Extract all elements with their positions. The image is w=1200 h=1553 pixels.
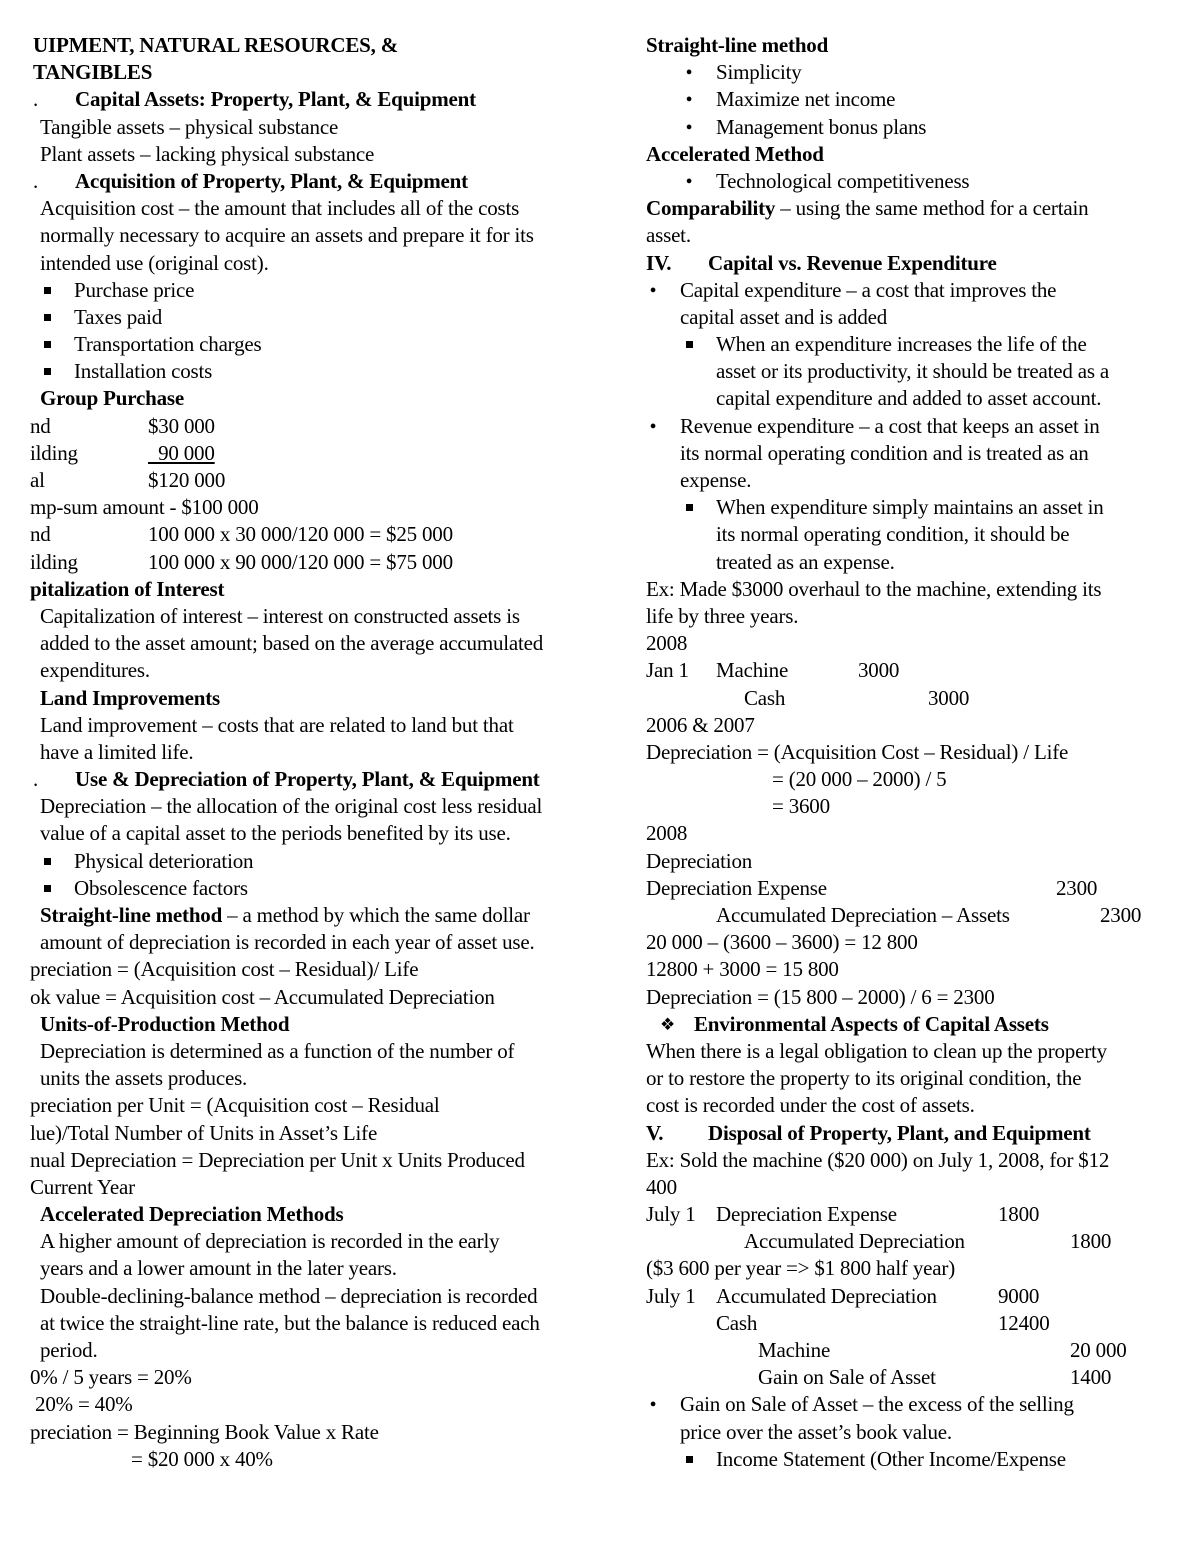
- right-line: [646, 1120, 1200, 1147]
- round-bullet-icon: ●: [685, 93, 693, 106]
- left-line: [0, 685, 640, 712]
- left-column: [0, 32, 640, 1473]
- square-bullet-icon: [44, 287, 51, 294]
- text: Group Purchase: [40, 386, 185, 411]
- square-bullet-icon: [44, 341, 51, 348]
- text: Capital expenditure – a cost that improves the: [680, 277, 1057, 302]
- text: Units-of-Production Method: [40, 1011, 290, 1036]
- text: amount of depreciation is recorded in each year of asset use.: [40, 930, 535, 955]
- left-line: [0, 141, 640, 168]
- text: Tangible assets – physical substance: [40, 114, 339, 139]
- left-line: [0, 277, 640, 304]
- left-line: [0, 222, 640, 249]
- text: Accumulated Depreciation: [744, 1229, 965, 1254]
- text: 2008: [646, 631, 688, 656]
- right-line: [646, 331, 1200, 358]
- amount: 1800: [1070, 1229, 1112, 1254]
- text: Depreciation: [646, 848, 753, 873]
- text: = 3600: [772, 794, 830, 819]
- left-line: [0, 413, 640, 440]
- left-line: [0, 250, 640, 277]
- text: Machine: [758, 1338, 831, 1362]
- right-line: [646, 358, 1200, 385]
- left-line: [0, 630, 640, 657]
- right-line: [646, 984, 1200, 1011]
- right-line: [646, 712, 1200, 739]
- text: intended use (original cost).: [40, 250, 269, 275]
- left-line: [0, 1120, 640, 1147]
- amount: 2300: [1056, 875, 1098, 900]
- text: Depreciation is determined as a function of the number of: [40, 1038, 515, 1063]
- right-line: [646, 1310, 1200, 1337]
- right-line: [646, 793, 1200, 820]
- right-line: [646, 141, 1200, 168]
- text: capital asset and is added: [680, 304, 888, 329]
- text: normally necessary to acquire an assets and prepare it for its: [40, 223, 534, 248]
- round-bullet-icon: ●: [649, 1398, 657, 1411]
- right-line: [646, 59, 1200, 86]
- left-line: [0, 440, 640, 467]
- left-line: [0, 712, 640, 739]
- left-line: [0, 793, 640, 820]
- right-line: [646, 385, 1200, 412]
- right-line: [646, 86, 1200, 113]
- left-line: [0, 1092, 640, 1119]
- text: Current Year: [30, 1174, 135, 1199]
- text: at twice the straight-line rate, but the balance is reduced each: [40, 1310, 540, 1335]
- section-heading: Acquisition of Property, Plant, & Equipment: [75, 168, 468, 193]
- right-line: [646, 848, 1200, 875]
- left-line: [0, 1065, 640, 1092]
- left-line: [0, 385, 640, 412]
- left-line: [0, 984, 640, 1011]
- right-line: [646, 657, 1200, 684]
- text: .: [33, 168, 39, 193]
- text: Plant assets – lacking physical substance: [40, 141, 375, 166]
- right-line: [646, 1038, 1200, 1065]
- amount: 20 000: [1070, 1338, 1127, 1362]
- text: Acquisition cost – the amount that includes all of the costs: [40, 196, 520, 221]
- text: TANGIBLES: [33, 60, 153, 85]
- square-bullet-icon: [686, 341, 693, 348]
- text: nd: [30, 522, 51, 547]
- text: Disposal of Property, Plant, and Equipment: [708, 1120, 1091, 1145]
- text: Double-declining-balance method – depreciation is recorded: [40, 1283, 538, 1308]
- right-line: [646, 1011, 1200, 1038]
- text: added to the asset amount; based on the average accumulated: [40, 631, 544, 656]
- amount: 1400: [1070, 1365, 1112, 1390]
- text: 20 000 – (3600 – 3600) = 12 800: [646, 930, 918, 955]
- right-line: [646, 739, 1200, 766]
- left-line: [0, 875, 640, 902]
- text: Technological competitiveness: [716, 168, 970, 193]
- right-line: [646, 277, 1200, 304]
- text: period.: [40, 1338, 98, 1362]
- right-line: [646, 820, 1200, 847]
- text: price over the asset’s book value.: [680, 1419, 952, 1444]
- inline-text: [40, 902, 530, 929]
- square-bullet-icon: [44, 314, 51, 321]
- text: nd: [30, 413, 51, 438]
- right-line: [646, 576, 1200, 603]
- round-bullet-icon: ●: [649, 419, 657, 432]
- left-line: [0, 929, 640, 956]
- round-bullet-icon: ●: [685, 174, 693, 187]
- right-line: [646, 32, 1200, 59]
- right-line: [646, 549, 1200, 576]
- left-line: [0, 1011, 640, 1038]
- right-line: [646, 1201, 1200, 1228]
- text: Cash: [744, 685, 786, 710]
- text: years and a lower amount in the later years.: [40, 1256, 397, 1281]
- right-line: [646, 766, 1200, 793]
- text: asset.: [646, 223, 691, 248]
- text: Management bonus plans: [716, 114, 927, 139]
- right-line: [646, 494, 1200, 521]
- right-line: [646, 114, 1200, 141]
- term: Straight-line method: [40, 903, 223, 927]
- left-line: [0, 494, 640, 521]
- definition: – a method by which the same dollar: [222, 903, 530, 927]
- text: Maximize net income: [716, 87, 896, 112]
- right-line: [646, 1337, 1200, 1364]
- amount: 3000: [858, 658, 900, 683]
- text: $120 000: [148, 468, 226, 492]
- text: have a limited life.: [40, 739, 194, 764]
- right-line: [646, 603, 1200, 630]
- text: Straight-line method: [646, 33, 829, 57]
- section-heading: Use & Depreciation of Property, Plant, & Equipment: [75, 767, 540, 792]
- left-line: [0, 1419, 640, 1446]
- text: = (20 000 – 2000) / 5: [772, 767, 947, 792]
- text: Depreciation Expense: [716, 1202, 897, 1227]
- text: asset or its productivity, it should be treated as a: [716, 359, 1109, 384]
- text: When an expenditure increases the life of the: [716, 332, 1087, 357]
- left-line: [0, 739, 640, 766]
- square-bullet-icon: [686, 504, 693, 511]
- text: preciation = Beginning Book Value x Rate: [30, 1419, 379, 1444]
- right-line: [646, 1364, 1200, 1391]
- left-line: [0, 549, 640, 576]
- left-line: [0, 331, 640, 358]
- square-bullet-icon: [686, 1456, 693, 1463]
- left-line: [0, 1174, 640, 1201]
- text: Simplicity: [716, 60, 802, 85]
- left-line: [0, 603, 640, 630]
- text: Taxes paid: [74, 304, 163, 329]
- right-line: [646, 168, 1200, 195]
- text: $30 000: [148, 413, 215, 438]
- text: units the assets produces.: [40, 1066, 248, 1091]
- text: 400: [646, 1174, 677, 1199]
- left-line: [0, 1391, 640, 1418]
- text: Revenue expenditure – a cost that keeps an asset in: [680, 413, 1100, 438]
- left-line: [0, 1201, 640, 1228]
- text: 100 000 x 30 000/120 000 = $25 000: [148, 522, 453, 547]
- left-line: [0, 168, 640, 195]
- amount: 1800: [998, 1202, 1040, 1227]
- right-line: [646, 685, 1200, 712]
- text: Jan 1: [646, 658, 689, 683]
- text: Machine: [716, 658, 789, 683]
- left-line: [0, 1310, 640, 1337]
- square-bullet-icon: [44, 368, 51, 375]
- right-line: [646, 902, 1200, 929]
- left-line: [0, 1228, 640, 1255]
- diamond-bullet-icon: ❖: [660, 1014, 676, 1034]
- right-line: [646, 195, 1200, 222]
- text: Gain on Sale of Asset – the excess of the selling: [680, 1392, 1074, 1417]
- text: Ex: Made $3000 overhaul to the machine, extending its: [646, 576, 1102, 601]
- text: expense.: [680, 468, 752, 492]
- text: IV.: [646, 250, 672, 275]
- text: Accelerated Depreciation Methods: [40, 1202, 344, 1227]
- text: ilding: [30, 549, 78, 574]
- text: Transportation charges: [74, 332, 262, 357]
- text: Accelerated Method: [646, 141, 824, 166]
- round-bullet-icon: ●: [685, 66, 693, 79]
- right-line: [646, 1391, 1200, 1418]
- term: Comparability: [646, 196, 776, 221]
- left-line: [0, 820, 640, 847]
- section-heading: Capital Assets: Property, Plant, & Equipment: [75, 87, 476, 112]
- text: its normal operating condition, it should be: [716, 522, 1070, 547]
- right-line: [646, 1174, 1200, 1201]
- text: ($3 600 per year => $1 800 half year): [646, 1256, 956, 1281]
- left-line: [0, 86, 640, 113]
- right-line: [646, 875, 1200, 902]
- text: Accumulated Depreciation: [716, 1283, 937, 1308]
- text: or to restore the property to its original condition, the: [646, 1066, 1082, 1091]
- right-line: [646, 413, 1200, 440]
- text: Ex: Sold the machine ($20 000) on July 1, 2008, for $12: [646, 1147, 1110, 1172]
- left-line: [0, 32, 640, 59]
- text: A higher amount of depreciation is recorded in the early: [40, 1229, 500, 1254]
- right-line: [646, 1065, 1200, 1092]
- right-line: [646, 956, 1200, 983]
- text: preciation = (Acquisition cost – Residual)/ Life: [30, 957, 419, 982]
- text: Purchase price: [74, 277, 195, 302]
- left-line: [0, 1337, 640, 1364]
- text: Cash: [716, 1310, 758, 1335]
- right-line: [646, 1419, 1200, 1446]
- text: Capitalization of interest – interest on constructed assets is: [40, 603, 520, 628]
- text: 90 000: [148, 440, 215, 465]
- right-column: [646, 32, 1200, 1473]
- text: UIPMENT, NATURAL RESOURCES, &: [33, 33, 399, 57]
- text: 2006 & 2007: [646, 712, 755, 737]
- text: Depreciation – the allocation of the original cost less residual: [40, 794, 543, 819]
- definition: – using the same method for a certain: [775, 196, 1089, 221]
- text: When expenditure simply maintains an asset in: [716, 495, 1104, 520]
- left-line: [0, 848, 640, 875]
- text: ok value = Acquisition cost – Accumulated Depreciation: [30, 984, 495, 1009]
- left-line: [0, 304, 640, 331]
- text: lue)/Total Number of Units in Asset’s Life: [30, 1120, 378, 1145]
- text: Capital vs. Revenue Expenditure: [708, 250, 997, 275]
- square-bullet-icon: [44, 858, 51, 865]
- left-line: [0, 195, 640, 222]
- right-line: [646, 304, 1200, 331]
- text: preciation per Unit = (Acquisition cost – Residual: [30, 1093, 440, 1118]
- text: life by three years.: [646, 603, 799, 628]
- left-line: [0, 956, 640, 983]
- right-line: [646, 521, 1200, 548]
- right-line: [646, 929, 1200, 956]
- text: When there is a legal obligation to clean up the property: [646, 1038, 1107, 1063]
- text: July 1: [646, 1283, 696, 1308]
- text: 12800 + 3000 = 15 800: [646, 957, 839, 982]
- text: July 1: [646, 1202, 696, 1227]
- text: Depreciation Expense: [646, 875, 827, 900]
- text: Depreciation = (15 800 – 2000) / 6 = 2300: [646, 984, 995, 1009]
- left-line: [0, 902, 640, 929]
- right-line: [646, 1283, 1200, 1310]
- right-line: [646, 1228, 1200, 1255]
- amount: 9000: [998, 1283, 1040, 1308]
- inline-text: [646, 195, 1088, 222]
- text: cost is recorded under the cost of assets.: [646, 1093, 975, 1118]
- left-line: [0, 1446, 640, 1473]
- right-line: [646, 222, 1200, 249]
- text: V.: [646, 1120, 664, 1145]
- text: 20% = 40%: [30, 1392, 133, 1417]
- text: nual Depreciation = Depreciation per Unit x Units Produced: [30, 1147, 525, 1172]
- text: mp-sum amount - $100 000: [30, 495, 259, 520]
- text: Physical deterioration: [74, 848, 254, 873]
- text: Accumulated Depreciation – Assets: [716, 903, 1010, 927]
- text: value of a capital asset to the periods benefited by its use.: [40, 821, 511, 846]
- right-line: [646, 250, 1200, 277]
- right-line: [646, 1092, 1200, 1119]
- text: Environmental Aspects of Capital Assets: [694, 1011, 1049, 1036]
- right-line: [646, 1446, 1200, 1473]
- text: ilding: [30, 440, 78, 465]
- left-line: [0, 657, 640, 684]
- round-bullet-icon: ●: [649, 283, 657, 296]
- text: treated as an expense.: [716, 549, 895, 574]
- square-bullet-icon: [44, 885, 51, 892]
- amount: 2300: [1100, 903, 1142, 927]
- text: = $20 000 x 40%: [131, 1446, 273, 1471]
- left-line: [0, 1147, 640, 1174]
- right-line: [646, 1147, 1200, 1174]
- text: 0% / 5 years = 20%: [30, 1365, 192, 1390]
- text: Land Improvements: [40, 685, 220, 710]
- left-line: [0, 1283, 640, 1310]
- text: expenditures.: [40, 658, 150, 683]
- left-line: [0, 358, 640, 385]
- text: al: [30, 468, 45, 492]
- left-line: [0, 1038, 640, 1065]
- left-line: [0, 114, 640, 141]
- text: Obsolescence factors: [74, 875, 248, 900]
- text: Installation costs: [74, 359, 213, 384]
- text: .: [33, 767, 39, 792]
- left-line: [0, 1364, 640, 1391]
- left-line: [0, 576, 640, 603]
- text: its normal operating condition and is treated as an: [680, 440, 1089, 465]
- left-line: [0, 766, 640, 793]
- left-line: [0, 467, 640, 494]
- text: 2008: [646, 821, 688, 846]
- left-line: [0, 59, 640, 86]
- right-line: [646, 1255, 1200, 1282]
- left-line: [0, 521, 640, 548]
- right-line: [646, 630, 1200, 657]
- right-line: [646, 440, 1200, 467]
- text: Depreciation = (Acquisition Cost – Residual) / Life: [646, 739, 1069, 764]
- text: Income Statement (Other Income/Expense: [716, 1446, 1066, 1471]
- text: Gain on Sale of Asset: [758, 1365, 936, 1390]
- text: .: [33, 87, 39, 112]
- round-bullet-icon: ●: [685, 120, 693, 133]
- right-line: [646, 467, 1200, 494]
- text: 100 000 x 90 000/120 000 = $75 000: [148, 549, 453, 574]
- left-line: [0, 1255, 640, 1282]
- amount: 3000: [928, 685, 970, 710]
- text: Land improvement – costs that are related to land but that: [40, 712, 514, 737]
- amount: 12400: [998, 1310, 1050, 1335]
- text: pitalization of Interest: [30, 576, 225, 601]
- text: capital expenditure and added to asset account.: [716, 386, 1102, 411]
